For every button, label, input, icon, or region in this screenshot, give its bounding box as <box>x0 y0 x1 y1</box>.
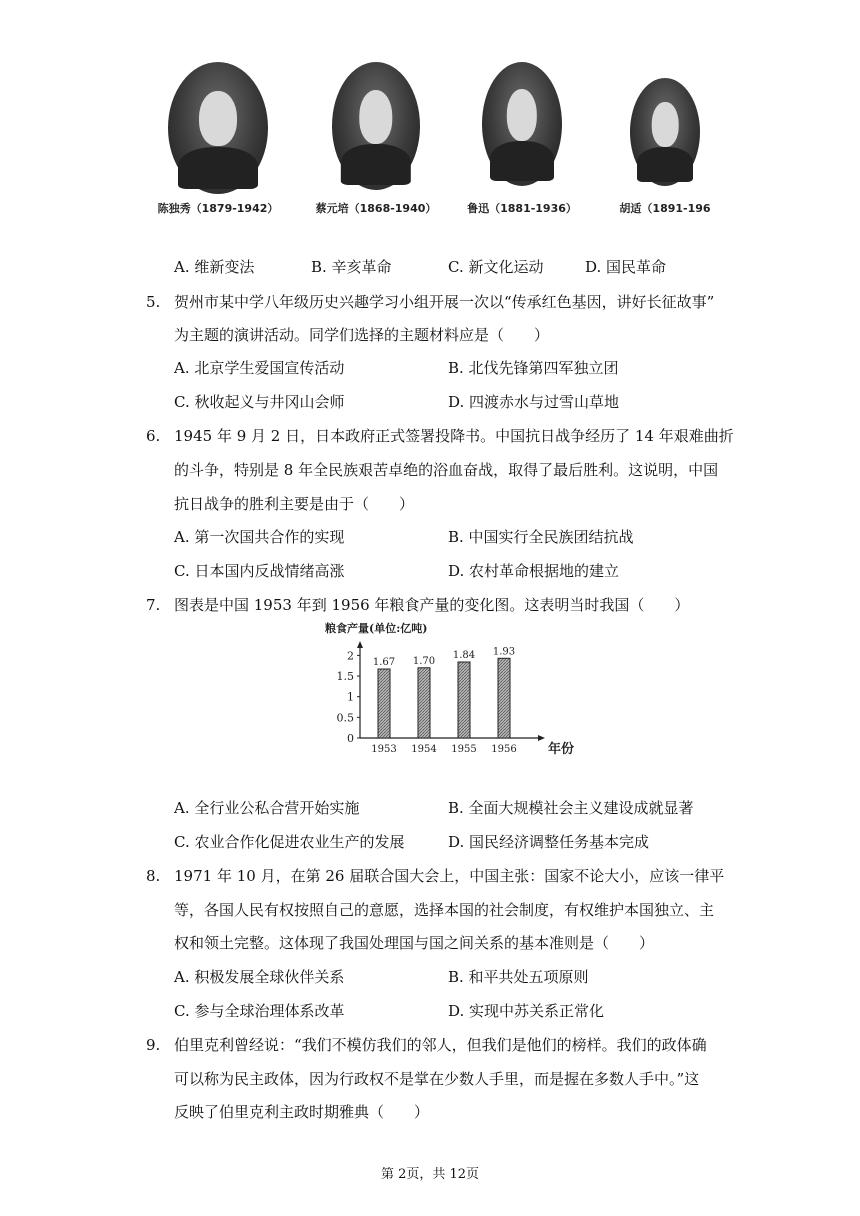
q7-option-a: A. 全行业公私合营开始实施 <box>174 799 360 817</box>
y-tick-label: 0.5 <box>336 711 354 725</box>
question-text: 等，各国人民有权按照自己的意愿，选择本国的社会制度，有权维护本国独立、主 <box>174 901 715 919</box>
question-text: 贺州市某中学八年级历史兴趣学习小组开展一次以“传承红色基因，讲好长征故事” <box>174 293 715 311</box>
y-axis-arrow <box>357 641 363 648</box>
q5-option-b: B. 北伐先锋第四军独立团 <box>448 359 619 377</box>
question-number: 6. <box>146 427 161 445</box>
q7-option-d: D. 国民经济调整任务基本完成 <box>448 833 650 851</box>
q6-option-d: D. 农村革命根据地的建立 <box>448 562 620 580</box>
x-tick-label: 1956 <box>491 744 517 755</box>
portrait-caption: 鲁迅（1881-1936） <box>467 202 577 215</box>
question-number: 8. <box>146 867 161 885</box>
portrait-lu-xun <box>482 62 562 186</box>
question-text: 图表是中国 1953 年到 1956 年粮食产量的变化图。这表明当时我国（ ） <box>174 596 690 614</box>
question-text: 伯里克利曾经说：“我们不模仿我们的邻人，但我们是他们的榜样。我们的政体确 <box>174 1036 707 1054</box>
q8-option-c: C. 参与全球治理体系改革 <box>174 1002 345 1020</box>
q6-option-c: C. 日本国内反战情绪高涨 <box>174 562 345 580</box>
q4-option-c: C. 新文化运动 <box>448 258 544 276</box>
bar <box>498 658 510 738</box>
q4-option-b: B. 辛亥革命 <box>311 258 392 276</box>
q5-option-d: D. 四渡赤水与过雪山草地 <box>448 393 620 411</box>
bar-value-label: 1.84 <box>452 650 476 661</box>
portrait-cai-yuanpei <box>332 62 420 190</box>
y-tick-label: 0 <box>347 732 354 745</box>
q5-option-c: C. 秋收起义与井冈山会师 <box>174 393 345 411</box>
x-axis-label: 年份 <box>548 742 575 757</box>
question-text: 为主题的演讲活动。同学们选择的主题材料应是（ ） <box>174 326 550 344</box>
question-text: 反映了伯里克利主政时期雅典（ ） <box>174 1103 430 1121</box>
page-footer: 第 2页，共 12页 <box>380 1167 480 1182</box>
question-text: 1945 年 9 月 2 日，日本政府正式签署投降书。中国抗日战争经历了 14 年艰难曲折 <box>174 427 734 445</box>
bar <box>418 668 430 738</box>
q8-option-d: D. 实现中苏关系正常化 <box>448 1002 605 1020</box>
bar-value-label: 1.70 <box>412 655 436 667</box>
portrait-caption: 蔡元培（1868-1940） <box>315 202 437 215</box>
bar <box>378 669 390 738</box>
question-number: 5. <box>146 293 161 311</box>
x-axis-arrow <box>538 735 545 741</box>
q6-option-b: B. 中国实行全民族团结抗战 <box>448 528 634 546</box>
question-text: 权和领土完整。这体现了我国处理国与国之间关系的基本准则是（ ） <box>174 934 655 952</box>
question-text: 抗日战争的胜利主要是由于（ ） <box>174 495 415 513</box>
x-tick-label: 1953 <box>371 744 397 755</box>
q4-option-a: A. 维新变法 <box>174 258 255 276</box>
portrait-caption: 陈独秀（1879-1942） <box>157 202 279 215</box>
q8-option-b: B. 和平共处五项原则 <box>448 968 589 986</box>
question-number: 7. <box>146 596 161 614</box>
chart-title: 粮食产量(单位:亿吨) <box>325 622 428 635</box>
question-text: 1971 年 10 月，在第 26 届联合国大会上，中国主张：国家不论大小，应该一律平 <box>174 867 725 885</box>
grain-output-chart <box>320 620 575 770</box>
y-tick-label: 1.5 <box>336 670 354 684</box>
q4-option-d: D. 国民革命 <box>585 258 667 276</box>
question-text: 可以称为民主政体，因为行政权不是掌在少数人手里，而是握在多数人手中。”这 <box>174 1070 700 1088</box>
question-text: 的斗争，特别是 8 年全民族艰苦卓绝的浴血奋战，取得了最后胜利。这说明，中国 <box>174 461 719 479</box>
portrait-hu-shi <box>630 62 700 186</box>
q7-option-b: B. 全面大规模社会主义建设成就显著 <box>448 799 694 817</box>
question-number: 9. <box>146 1036 161 1054</box>
q6-option-a: A. 第一次国共合作的实现 <box>174 528 345 546</box>
bar <box>458 662 470 738</box>
y-tick-label: 2 <box>347 649 354 663</box>
bar-value-label: 1.67 <box>372 657 396 669</box>
x-tick-label: 1954 <box>411 744 437 755</box>
bar-value-label: 1.93 <box>492 646 516 658</box>
portrait-chen-duxiu <box>168 62 268 194</box>
y-tick-label: 1 <box>347 690 354 704</box>
x-tick-label: 1955 <box>451 744 477 755</box>
q7-option-c: C. 农业合作化促进农业生产的发展 <box>174 833 405 851</box>
portrait-caption: 胡适（1891-196 <box>619 202 711 215</box>
portrait-row <box>140 62 720 222</box>
q5-option-a: A. 北京学生爱国宣传活动 <box>174 359 345 377</box>
q8-option-a: A. 积极发展全球伙伴关系 <box>174 968 345 986</box>
